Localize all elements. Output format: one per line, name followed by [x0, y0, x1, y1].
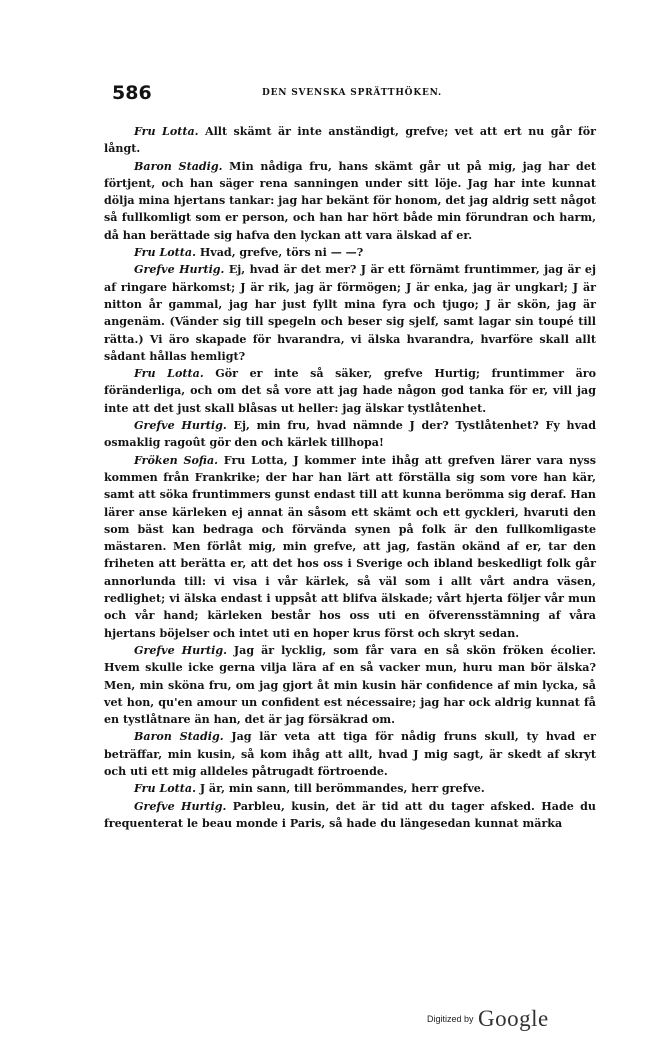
- dialogue-paragraph: [104, 261, 596, 365]
- speaker-name: Fru Lotta.: [134, 125, 199, 138]
- page-number: 586: [112, 82, 152, 104]
- speaker-name: Fru Lotta.: [134, 246, 196, 260]
- dialogue-text: Ej, min fru, hvad nämnde J der? Tystlåtenhet? Fy hvad osmaklig ragoût gör den och kärlek tillhopa!: [104, 419, 596, 450]
- speaker-name: Fröken Sofia.: [134, 453, 219, 467]
- running-head: DEN SVENSKA SPRÄTTHÖKEN.: [262, 88, 442, 98]
- dialogue-paragraph: [104, 417, 596, 452]
- dialogue-paragraph: [104, 798, 596, 833]
- dialogue-paragraph: [104, 123, 596, 158]
- speaker-name: Baron Stadig.: [134, 159, 223, 173]
- speaker-name: Fru Lotta.: [134, 782, 196, 796]
- digitized-by-google-watermark: [427, 1006, 549, 1032]
- dialogue-paragraph: [104, 642, 596, 728]
- dialogue-paragraph: [104, 452, 596, 642]
- dialogue-text: Jag är lycklig, som får vara en så skön fröken écolier. Hvem skulle icke gerna vilja lära af en så vacker mun, huru man bör älska? Men, min sköna fru, om jag gjort åt min kusin här confidence af min lycka, så vet hon, qu'en amour un confident est nécessaire; jag har ock aldrig kunnat få en tystlåtnare än han, det är jag försäkrad om.: [104, 643, 596, 727]
- dialogue-paragraph: [104, 780, 596, 797]
- dialogue-text: Parbleu, kusin, det är tid att du tager afsked. Hade du frequenterat le beau monde i Paris, så hade du längesedan kunnat märka: [104, 799, 596, 830]
- speaker-name: Fru Lotta.: [134, 367, 204, 381]
- dialogue-text: Ej, hvad är det mer? J är ett förnämt fruntimmer, jag är ej af ringare härkomst; J är rik, jag är förmögen; J är enka, jag är ungkarl; J är nitton år gammal, jag har just fyllt mina fyra och tjugo; J är skön, jag är angenäm. (Vänder sig till spegeln och beser sig sjelf, samt lagar sin toupé till rätta.) Vi äro skapade för hvarandra, vi älska hvarandra, hvarföre skall allt sådant hållas hemligt?: [104, 263, 596, 363]
- dialogue-text: Fru Lotta, J kommer inte ihåg att grefven lärer vara nyss kommen från Frankrike; der har han lärt att förställa sig som vore han kär, samt att söka fruntimmers gunst endast till att kunna berömma sig deraf. Han lärer anse kärleken ej annat än såsom ett skämt och ett gyckleri, hvaruti den som bäst kan bedraga och förvända synen på folk är den fullkomligaste mästaren. Men förlåt mig, min grefve, att jag, fastän okänd af er, tar den friheten att berätta er, att det hos oss i Sverige och ibland beskedligt folk går annorlunda till: vi visa i vår kärlek, så väl som i allt vårt andra väsen, redlighet; vi älska endast i uppsåt att blifva älskade; vårt hjerta följer vår mun och vår hand; kärleken består hos oss uti en öfverensstämning af våra hjertans böjelser och intet uti en hoper krus först och skryt sedan.: [104, 453, 596, 640]
- speaker-name: Grefve Hurtig.: [134, 263, 225, 277]
- speaker-name: Baron Stadig.: [134, 730, 224, 744]
- dialogue-paragraph: [104, 728, 596, 780]
- dialogue-text: Min nådiga fru, hans skämt går ut på mig, jag har det förtjent, och han säger rena sanningen under sitt löje. Jag har inte kunnat dölja mina hjertans tankar: jag har bekänt för honom, det jag aldrig sett något så fullkomligt som er person, och han har hört både min förundran och harm, då han berättade sig hafva den lyckan att vara älskad af er.: [104, 159, 597, 242]
- dialogue-text: Allt skämt är inte anständigt, grefve; vet att ert nu går för långt.: [104, 125, 596, 156]
- google-logo: Google: [477, 1006, 549, 1031]
- dialogue-text: Jag lär veta att tiga för nådig fruns skull, ty hvad er beträffar, min kusin, så kom ihåg att allt, hvad J mig sagt, är skedt af skryt och uti ett mig alldeles påtrugadt förtroende.: [104, 730, 596, 778]
- speaker-name: Grefve Hurtig.: [134, 643, 227, 657]
- speaker-name: Grefve Hurtig.: [134, 799, 227, 813]
- dialogue-text: Hvad, grefve, törs ni — —?: [195, 246, 364, 260]
- speaker-name: Grefve Hurtig.: [134, 419, 227, 433]
- dialogue-paragraph: [104, 365, 596, 417]
- digitized-by-label: Digitized by: [427, 1014, 474, 1024]
- page-header: [112, 82, 596, 106]
- dialogue-paragraph: [104, 244, 596, 261]
- dialogue-text: J är, min sann, till berömmandes, herr grefve.: [195, 782, 485, 796]
- page-body: [104, 123, 596, 832]
- dialogue-paragraph: [104, 158, 596, 244]
- dialogue-text: Gör er inte så säker, grefve Hurtig; fruntimmer äro föränderliga, och om det så vore att jag hade någon god tanka för er, vill jag inte att det just skall blåsas ut heller: jag älskar tystlåtenhet.: [104, 367, 597, 415]
